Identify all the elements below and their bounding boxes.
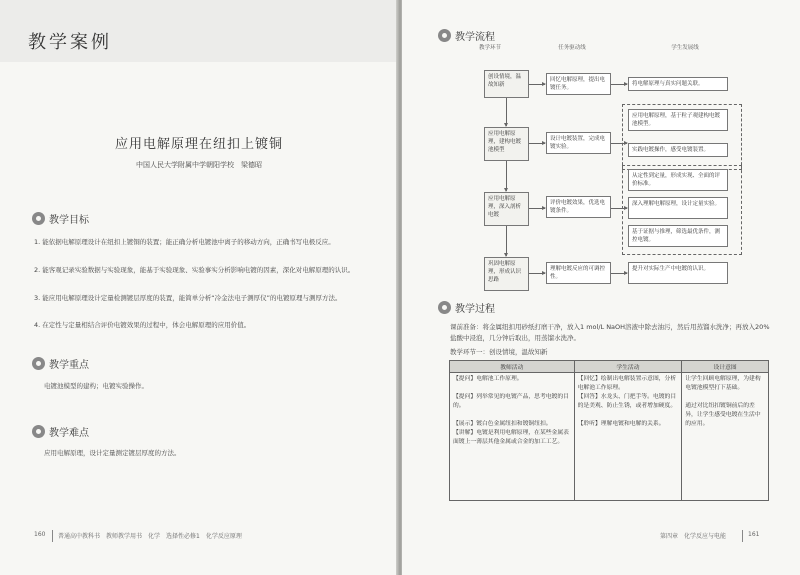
footer-divider [742,530,743,542]
flow-dev-box: 应用电解原理，基于粒子观建构电镀池模型。 [628,109,728,131]
page-number-left: 160 [34,531,46,538]
flow-arrow-down [506,161,507,191]
section-bullet-icon [32,212,45,225]
flow-task-box: 回忆电解原理，提出电镀任务。 [546,73,611,95]
flow-arrow [611,84,627,85]
flow-column-header: 教学环节 [478,45,501,51]
flow-dev-box: 基于证据与推理，筛选最优条件，测控电镀。 [628,225,728,247]
section-bullet-icon [438,29,451,42]
activity-table [449,360,769,501]
band-title: 教学案例 [28,32,112,53]
section-bullet-icon [32,357,45,370]
flow-dev-box: 提升对实际生产中电镀的认识。 [628,262,728,284]
section-heading-flow [438,28,495,43]
table-header-cell: 学生活动 [574,361,682,373]
left-page [0,0,398,575]
student-activity-cell: 【回忆】绘制出电解装置示意图，分析电解池工作原理。 【回答】水龙头、门把手等。电镀的目的是美观、防止生锈，或者增加硬度。 【聆听】理解电镀和电解的关系。 [574,373,682,501]
header-band [0,0,398,62]
section-heading-goals [32,211,89,226]
design-intent-cell: 让学生回顾电解原理，为建构电镀池模型打下基础。 通过对比纽扣镀铜前后的差异，让学生感受电镀在生活中的应用。 [682,373,769,501]
section-heading-text: 教学重点 [49,360,89,371]
footer-book-title: 普通高中教科书 教师教学用书 化学 选择性必修1 化学反应原理 [58,533,242,540]
table-header-row [450,361,769,373]
flow-arrow [529,208,545,209]
goal-item-3: 3. 能应用电解原理设计定量检测镀层厚度的装置，能简单分析“冷金法电子测厚仪”的电镀原理与测厚方法。 [34,294,342,302]
focus-text: 电镀池模型的建构；电镀实验操作。 [44,382,148,390]
flow-column-header: 任务驱动线 [558,45,586,51]
goal-item-4: 4. 在定性与定量相结合评价电镀效果的过程中，体会电解原理的应用价值。 [34,321,251,329]
section-heading-text: 教学目标 [49,215,89,226]
footer-chapter: 第四章 化学反应与电能 [660,533,727,540]
flow-arrow [529,273,545,274]
flow-stage-box: 应用电解原理，建构电镀池模型 [484,127,529,161]
flow-arrow-down [506,98,507,126]
table-header-cell: 设计意图 [682,361,769,373]
section-bullet-icon [438,301,451,314]
teacher-activity-cell: 【提问】电解池工作原理。 【提问】列举常见的电镀产品，思考电镀的目的。 【展示】镀白色金属纽扣和镀铜纽扣。 【讲解】电镀是利用电解原理，在某些金属表面镀上一薄层其他金属或合金的加工工艺。 [450,373,575,501]
flow-dev-box: 将电解原理与真实问题关联。 [628,77,728,91]
section-heading-focus [32,356,89,371]
flow-dev-box: 实践电镀操作，感受电镀装置。 [628,143,728,157]
flow-arrow [611,273,627,274]
flow-arrow [529,143,545,144]
flow-arrow-down [506,226,507,256]
section-heading-text: 教学流程 [455,32,495,43]
flow-task-box: 理解电镀反应的可调控性。 [546,262,611,284]
table-row [450,373,769,501]
article-title: 应用电解原理在纽扣上镀铜 [114,137,283,152]
goal-item-1: 1. 能依据电解原理设计在纽扣上镀铜的装置；能正确分析电镀池中离子的移动方向，正确书写电极反应。 [34,238,335,246]
flow-column-header: 学生发展线 [671,45,699,51]
flow-stage-box: 创设情境，温故知新 [484,70,529,98]
section-heading-difficulty [32,424,89,439]
article-author: 中国人民大学附属中学朝阳学校 梁德昭 [136,161,262,169]
table-header-cell: 教师活动 [450,361,575,373]
flow-dev-box: 从定性到定量，形成实现、全面的评价标准。 [628,169,728,191]
goal-item-2: 2. 能客观记录实验数据与实验现象，能基于实验现象、实验事实分析影响电镀的因素，深化对电解原理的认识。 [34,266,355,274]
section-heading-text: 教学难点 [49,428,89,439]
flow-task-box: 设计电镀装置，完成电镀实验。 [546,132,611,154]
flow-task-box: 评价电镀效果，优选电镀条件。 [546,196,611,218]
prep-text: 课前准备：将金属纽扣用砂纸打磨干净，放入1 mol/L NaOH溶液中除去油污，然后用蒸馏水洗净；再放入20%盐酸中浸泡，几分钟后取出，用蒸馏水洗净。 [450,323,770,342]
flow-stage-box: 应用电解原理，深入剖析电镀 [484,192,529,226]
section-bullet-icon [32,425,45,438]
section-heading-process [438,300,495,315]
segment-title: 教学环节一：创设情境，温故知新 [450,348,548,356]
flow-arrow [529,84,545,85]
footer-divider [52,530,53,542]
section-heading-text: 教学过程 [455,304,495,315]
page-number-right: 161 [748,531,760,538]
flow-stage-box: 巩固电解原理，形成认识思路 [484,257,529,291]
flow-dev-box: 深入理解电解原理，设计定量实验。 [628,197,728,219]
difficulty-text: 应用电解原理，设计定量测定镀层厚度的方法。 [44,449,181,457]
